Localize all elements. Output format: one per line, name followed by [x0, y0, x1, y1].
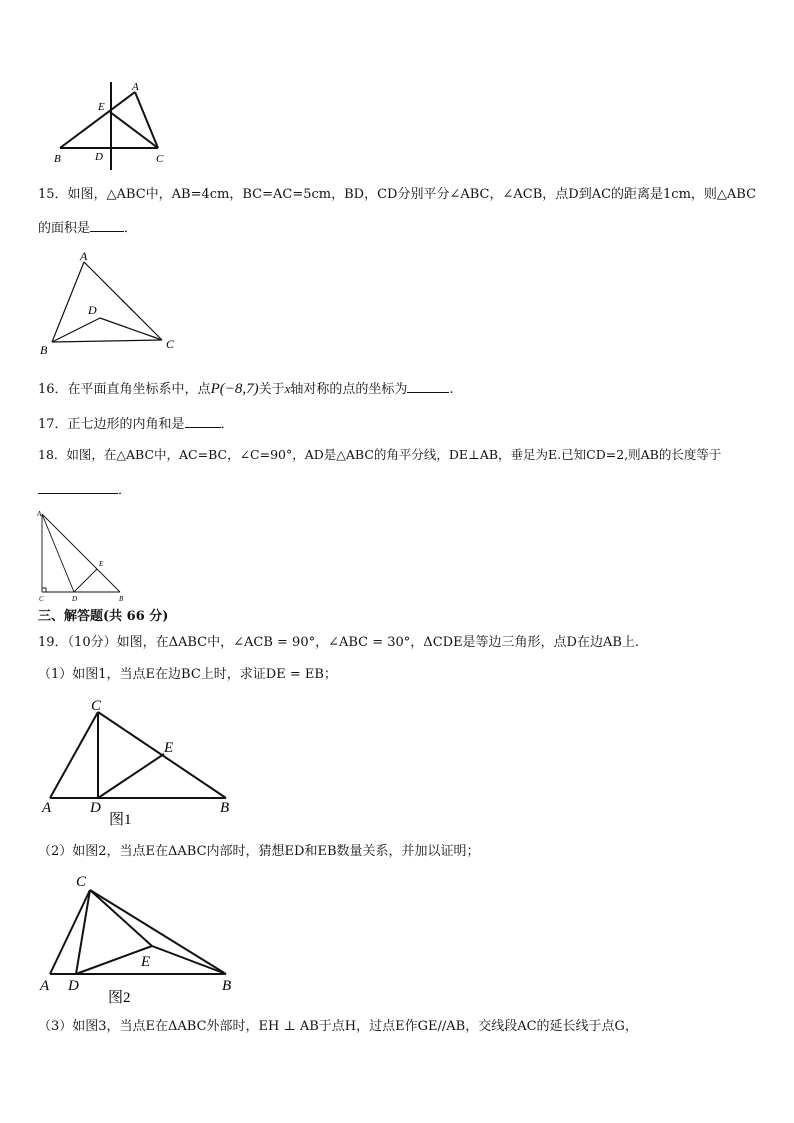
figure-q18: [36, 508, 136, 604]
label-C: C: [91, 698, 102, 714]
q18-text: 如图，在△ABC中，AC=BC，∠C=90°，AD是△ABC的角平分线，DE⊥AB，垂足为E.已知CD=2,则AB的长度等于: [66, 447, 722, 462]
label-D: D: [72, 595, 78, 603]
label-B: B: [40, 343, 48, 357]
q15-number: 15．: [38, 187, 68, 202]
q16-blank[interactable]: [407, 379, 449, 393]
label-E: E: [98, 101, 105, 113]
q16-axis: x: [284, 381, 291, 396]
q15-line1: [38, 186, 756, 204]
q16-line: [38, 379, 454, 399]
label-C: C: [76, 874, 87, 890]
q15-blank[interactable]: [90, 218, 124, 232]
q17-blank[interactable]: [185, 414, 221, 428]
label-B: B: [119, 595, 124, 603]
figure-q14: [50, 78, 180, 170]
label-B: B: [222, 978, 232, 994]
q16-end: .: [449, 382, 454, 397]
label-B: B: [54, 153, 61, 165]
q19-intro-text: （10分）如图，在ΔABC中，∠ACB = 90°，∠ABC = 30°，ΔCDE是等边三角形，点D在边AB上.: [67, 635, 640, 650]
label-E: E: [164, 740, 174, 756]
q19-intro: [38, 634, 639, 652]
q17-line: [38, 414, 234, 434]
q15-text2: 的面积是: [38, 221, 91, 236]
q15-end: ．: [124, 221, 138, 236]
label-A: A: [37, 510, 42, 518]
q15-text1: 如图，△ABC中，AB=4cm，BC=AC=5cm，BD，CD分别平分∠ABC，∠ACB，点D到AC的距离是1cm，则△ABC: [67, 187, 757, 202]
q17-text: 正七边形的内角和是: [67, 417, 185, 432]
q19-part3: （3）如图3，当点E在ΔABC外部时，EH ⊥ AB于点H，过点E作GE//AB，交线段AC的延长线于点G，: [38, 1019, 638, 1034]
label-A: A: [42, 800, 52, 816]
q18-number: 18．: [38, 447, 67, 462]
q16-text2: 关于: [258, 382, 285, 397]
q18-line1: [38, 446, 721, 464]
label-E: E: [141, 954, 151, 970]
q18-blank[interactable]: [38, 480, 118, 494]
label-C: C: [156, 153, 164, 165]
label-E: E: [99, 560, 104, 568]
label-D: D: [95, 151, 103, 163]
q19-part2: （2）如图2，当点E在ΔABC内部时，猜想ED和EB数量关系，并加以证明；: [38, 844, 480, 859]
figure-q19-2: [36, 868, 246, 1008]
q17-end: ．: [220, 417, 234, 432]
label-A: A: [132, 81, 139, 93]
q16-number: 16．: [38, 382, 68, 397]
figure-caption: 图2: [108, 990, 131, 1006]
label-C: C: [39, 595, 44, 603]
q19-part1: （1）如图1，当点E在边BC上时，求证DE = EB；: [38, 667, 337, 682]
label-B: B: [220, 800, 230, 816]
label-C: C: [166, 337, 175, 351]
q19-number: 19．: [38, 635, 68, 650]
label-D: D: [90, 800, 101, 816]
q18-end: ．: [118, 483, 132, 498]
figure-q19-1: [36, 694, 246, 830]
label-D: D: [88, 303, 97, 317]
q18-line2: [38, 480, 131, 500]
label-A: A: [40, 978, 50, 994]
q16-text: 在平面直角坐标系中，点: [67, 382, 211, 397]
section-title: 三、解答题(共 66 分): [38, 609, 169, 624]
label-A: A: [80, 249, 88, 263]
q16-text3: 轴对称的点的坐标为: [290, 382, 408, 397]
figure-q15: [36, 248, 186, 358]
label-D: D: [68, 978, 79, 994]
q16-point: P(−8,7): [210, 381, 259, 397]
q15-line2: [38, 218, 137, 238]
q17-number: 17．: [38, 417, 68, 432]
figure-caption: 图1: [109, 812, 132, 828]
